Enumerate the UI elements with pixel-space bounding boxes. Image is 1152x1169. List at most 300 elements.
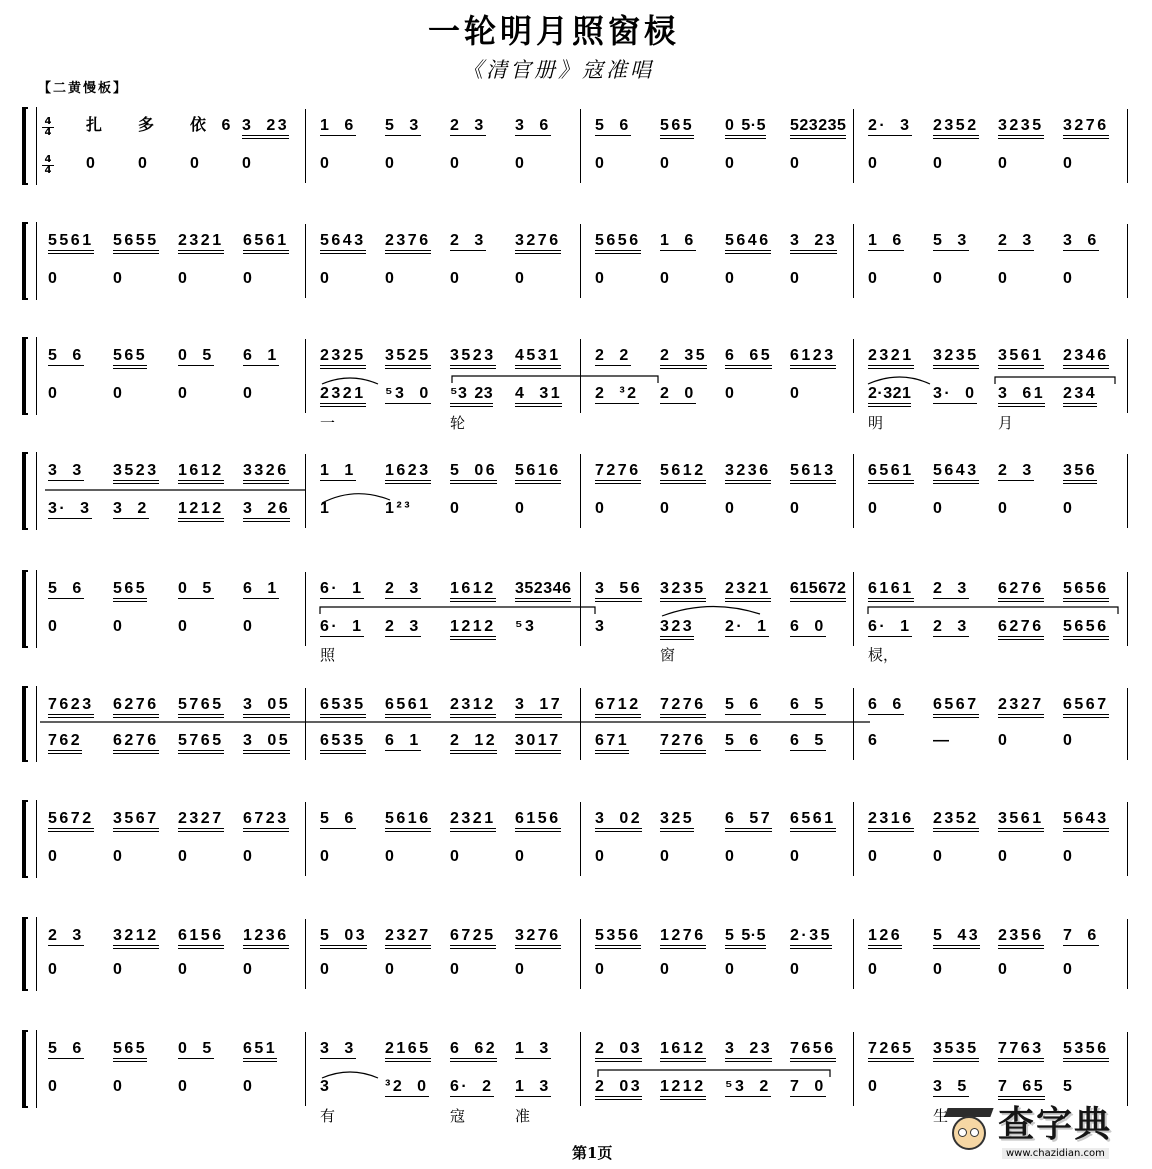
vocal-note-group: 0	[450, 961, 462, 978]
instrument-note-group: 2376	[385, 232, 431, 254]
time-signature-numerator: 4	[42, 155, 54, 166]
lyric: 轮	[450, 414, 466, 432]
staff-bracket	[22, 337, 28, 415]
instrument-note-group: 2 3	[48, 927, 84, 944]
instrument-note-group: 3 3	[320, 1040, 356, 1057]
instrument-note-group: 3525	[385, 347, 431, 369]
vocal-note-group: 0	[320, 155, 332, 172]
vocal-note-group: 6 1	[385, 732, 421, 749]
instrument-note-group: 6567	[933, 696, 979, 718]
vocal-note-group: 0	[790, 961, 802, 978]
vocal-note-group: 0	[243, 618, 255, 635]
vocal-note-group: 0	[868, 848, 880, 865]
vocal-note-group: ³2 0	[385, 1078, 429, 1095]
vocal-note-group: 0	[868, 961, 880, 978]
barline	[305, 688, 306, 760]
vocal-note-group: 0	[450, 848, 462, 865]
vocal-note-group: 0	[113, 848, 125, 865]
instrument-note-group: 6561	[385, 696, 431, 718]
barline	[1127, 1032, 1128, 1106]
vocal-note-group: 0	[933, 270, 945, 287]
barline	[580, 802, 581, 876]
instrument-note-group: 3276	[1063, 117, 1109, 139]
vocal-note-group: 0	[113, 385, 125, 402]
instrument-note-group: 356	[1063, 462, 1097, 484]
instrument-note-group: 3 6	[515, 117, 551, 134]
vocal-note-group: 0	[48, 618, 60, 635]
barline	[853, 688, 854, 760]
instrument-note-group: 3236	[725, 462, 771, 484]
vocal-note-group: 323	[660, 618, 694, 640]
instrument-note-group: 4531	[515, 347, 561, 369]
vocal-note-group: 0	[178, 385, 190, 402]
vocal-note-group: 0	[1063, 155, 1075, 172]
instrument-note-group: 5643	[933, 462, 979, 484]
instrument-note-group: 565	[113, 347, 147, 369]
instrument-note-group: 7 6	[1063, 927, 1099, 944]
vocal-note-group: 0	[48, 848, 60, 865]
slur	[322, 494, 390, 503]
vocal-note-group: 0	[515, 848, 527, 865]
instrument-note-group: 2325	[320, 347, 366, 369]
instrument-note-group: 2321	[450, 810, 496, 832]
barline	[305, 802, 306, 876]
vocal-note-group: 0	[1063, 270, 1075, 287]
vocal-note-group: 0	[790, 500, 802, 517]
instrument-note-group: 565	[113, 580, 147, 602]
instrument-note-group: 1 3	[515, 1040, 551, 1057]
system-start-line	[36, 686, 37, 762]
vocal-note-group: 2· 1	[725, 618, 769, 635]
barline	[1127, 224, 1128, 298]
barline	[853, 224, 854, 298]
vocal-note-group: 3 26	[243, 500, 290, 522]
system-start-line	[36, 107, 37, 185]
vocal-note-group: 0	[385, 848, 397, 865]
barline	[580, 109, 581, 183]
instrument-note-group: 5356	[595, 927, 641, 949]
lyric: 月	[998, 414, 1014, 432]
vocal-note-group: 0	[933, 155, 945, 172]
staff-bracket	[22, 570, 28, 648]
vocal-note-group: 0	[48, 961, 60, 978]
instrument-note-group: 352346	[515, 580, 571, 602]
tempo-marking: 【二黄慢板】	[38, 81, 129, 96]
barline	[1127, 802, 1128, 876]
vocal-note-group: ⁵3 0	[385, 385, 431, 402]
staff-bracket	[22, 917, 28, 991]
time-signature-denominator: 4	[44, 127, 52, 138]
instrument-note-group: 6 6	[868, 696, 904, 713]
lyric: 生	[933, 1107, 949, 1125]
vocal-note-group: 5656	[1063, 618, 1109, 640]
instrument-note-group: 1623	[385, 462, 431, 484]
instrument-note-group: 5612	[660, 462, 706, 484]
vocal-note-group: 0	[242, 155, 254, 172]
vocal-note-group: 6· 2	[450, 1078, 494, 1095]
instrument-note-group: 5672	[48, 810, 94, 832]
instrument-note-group: 5656	[595, 232, 641, 254]
vocal-note-group: 7 65	[998, 1078, 1045, 1100]
barline	[1127, 454, 1128, 528]
vocal-note-group: 0	[725, 385, 737, 402]
staff-bracket	[22, 107, 28, 185]
instrument-note-group: 6276	[113, 696, 159, 718]
instrument-note-group: 2 3	[385, 580, 421, 597]
vocal-note-group: 0	[1063, 848, 1075, 865]
instrument-note-group: 3 02	[595, 810, 642, 832]
vocal-note-group: 0	[450, 270, 462, 287]
barline	[305, 572, 306, 646]
instrument-note-group: 651	[243, 1040, 277, 1062]
instrument-note-group: 6 65	[725, 347, 772, 369]
vocal-note-group: 0	[190, 155, 202, 172]
instrument-note-group: 2312	[450, 696, 496, 718]
vocal-note-group: 3· 3	[48, 500, 92, 517]
instrument-note-group: 5656	[1063, 580, 1109, 602]
instrument-note-group: 1 6	[660, 232, 696, 249]
instrument-note-group: 3 05	[243, 696, 290, 718]
vocal-note-group: 6 5	[790, 732, 826, 749]
barline	[1127, 572, 1128, 646]
instrument-note-group: 5 43	[933, 927, 980, 949]
vocal-note-group: 3017	[515, 732, 561, 754]
instrument-note-group: 6· 1	[320, 580, 364, 597]
system-start-line	[36, 917, 37, 991]
vocal-note-group: 0	[243, 385, 255, 402]
instrument-note-group: 3523	[113, 462, 159, 484]
lyric: 棂，	[868, 646, 899, 664]
vocal-note-group: 0	[595, 961, 607, 978]
instrument-note-group: 565	[660, 117, 694, 139]
barline	[1127, 919, 1128, 989]
instrument-note-group: 6 5	[790, 696, 826, 713]
vocal-note-group: 0	[86, 155, 98, 172]
vocal-note-group: 0	[1063, 500, 1075, 517]
vocal-note-group: 2 12	[450, 732, 497, 754]
instrument-note-group: 3235	[660, 580, 706, 602]
instrument-note-group: 1 6	[320, 117, 356, 134]
instrument-note-group: 5 6	[48, 580, 84, 597]
vocal-note-group: 0	[385, 961, 397, 978]
instrument-note-group: 2 3	[998, 462, 1034, 479]
vocal-note-group: 3 05	[243, 732, 290, 754]
vocal-note-group: 0	[243, 1078, 255, 1095]
vocal-note-group: 0	[660, 848, 672, 865]
instrument-note-group: 6156	[515, 810, 561, 832]
barline	[580, 339, 581, 413]
instrument-note-group: 0 5	[178, 1040, 214, 1057]
instrument-note-group: 6 1	[243, 580, 279, 597]
vocal-note-group: 0	[595, 848, 607, 865]
vocal-note-group: 3 61	[998, 385, 1045, 407]
staff-bracket	[22, 452, 28, 530]
barline	[305, 454, 306, 528]
vocal-note-group: 762	[48, 732, 82, 754]
vocal-note-group: 0	[595, 500, 607, 517]
vocal-note-group: 5	[1063, 1078, 1075, 1095]
vocal-note-group: 0	[113, 618, 125, 635]
instrument-note-group: 6712	[595, 696, 641, 718]
vocal-note-group: 0	[113, 270, 125, 287]
vocal-note-group: 5 6	[725, 732, 761, 749]
vocal-note-group: 3· 0	[933, 385, 977, 402]
vocal-note-group: 1212	[178, 500, 224, 522]
instrument-note-group: 2352	[933, 117, 979, 139]
instrument-note-group: 2346	[1063, 347, 1109, 369]
vocal-note-group: 2 0	[660, 385, 696, 402]
instrument-note-group: 2 3	[998, 232, 1034, 249]
watermark-text: 查字典	[998, 1104, 1113, 1145]
vocal-note-group: 0	[660, 500, 672, 517]
vocal-note-group: 0	[48, 270, 60, 287]
instrument-note-group: 2321	[178, 232, 224, 254]
instrument-note-group: 2· 3	[868, 117, 912, 134]
vocal-note-group: 0	[595, 270, 607, 287]
barline	[580, 224, 581, 298]
instrument-note-group: 6561	[243, 232, 289, 254]
vocal-note-group: 5765	[178, 732, 224, 754]
instrument-note-group: 5 03	[320, 927, 367, 949]
instrument-note-group: 2316	[868, 810, 914, 832]
vocal-note-group: ⁵3 2	[725, 1078, 771, 1095]
vocal-note-group: 0	[138, 155, 150, 172]
system-start-line	[36, 1030, 37, 1108]
instrument-note-group: 3212	[113, 927, 159, 949]
vocal-note-group: —	[933, 732, 952, 749]
slur	[662, 606, 760, 616]
instrument-note-group: 6 57	[725, 810, 772, 832]
instrument-note-group: 7276	[595, 462, 641, 484]
instrument-note-group: 5616	[515, 462, 561, 484]
page-title: 一轮明月照窗棂	[428, 12, 681, 50]
instrument-note-group: 1 6	[868, 232, 904, 249]
instrument-note-group: 依 6	[190, 117, 233, 134]
instrument-note-group: 6725	[450, 927, 496, 949]
barline	[305, 109, 306, 183]
vocal-note-group: 3 2	[113, 500, 149, 517]
vocal-note-group: 2·321	[868, 385, 911, 407]
system-start-line	[36, 800, 37, 878]
instrument-note-group: 3 23	[790, 232, 837, 254]
instrument-note-group: 3561	[998, 347, 1044, 369]
lyric: 准	[515, 1107, 531, 1125]
vocal-note-group: 0	[868, 500, 880, 517]
vocal-note-group: 0	[178, 848, 190, 865]
barline	[305, 1032, 306, 1106]
vocal-note-group: 7276	[660, 732, 706, 754]
vocal-note-group: 0	[1063, 961, 1075, 978]
instrument-note-group: 3523	[450, 347, 496, 369]
vocal-note-group: 0	[868, 1078, 880, 1095]
instrument-note-group: 1276	[660, 927, 706, 949]
vocal-note-group: 0	[998, 961, 1010, 978]
barline	[305, 224, 306, 298]
time-signature-numerator: 4	[42, 117, 54, 128]
vocal-note-group: 6· 1	[320, 618, 364, 635]
instrument-note-group: 3567	[113, 810, 159, 832]
instrument-note-group: 5356	[1063, 1040, 1109, 1062]
vocal-note-group: 0	[320, 270, 332, 287]
instrument-note-group: 615672	[790, 580, 846, 602]
vocal-note-group: 0	[998, 270, 1010, 287]
instrument-note-group: 5 3	[933, 232, 969, 249]
instrument-note-group: 5613	[790, 462, 836, 484]
instrument-note-group: 7623	[48, 696, 94, 718]
time-signature-denominator: 4	[44, 165, 52, 176]
vocal-note-group: 0	[243, 848, 255, 865]
instrument-note-group: 126	[868, 927, 902, 949]
watermark-logo	[944, 1094, 1144, 1166]
instrument-note-group: 2321	[868, 347, 914, 369]
instrument-note-group: 3276	[515, 927, 561, 949]
vocal-note-group: 2 03	[595, 1078, 642, 1100]
page-subtitle: 《清官册》寇准唱	[462, 58, 654, 82]
instrument-note-group: 2165	[385, 1040, 431, 1062]
tie-line	[868, 607, 1118, 614]
instrument-note-group: 2 2	[595, 347, 631, 364]
instrument-note-group: 5 5·5	[725, 927, 766, 949]
vocal-note-group: 6 0	[790, 618, 826, 635]
vocal-note-group: 0	[660, 270, 672, 287]
instrument-note-group: 2 3	[450, 117, 486, 134]
staff-bracket	[22, 1030, 28, 1108]
vocal-note-group: 0	[178, 618, 190, 635]
vocal-note-group: 6· 1	[868, 618, 912, 635]
instrument-note-group: 3235	[998, 117, 1044, 139]
slur	[868, 377, 930, 384]
barline	[1127, 339, 1128, 413]
vocal-note-group: 0	[998, 155, 1010, 172]
barline	[853, 919, 854, 989]
instrument-note-group: 5616	[385, 810, 431, 832]
instrument-note-group: 2 35	[660, 347, 707, 369]
instrument-note-group: 2327	[385, 927, 431, 949]
vocal-note-group: 2 ³2	[595, 385, 639, 402]
instrument-note-group: 3561	[998, 810, 1044, 832]
instrument-note-group: 5 6	[48, 1040, 84, 1057]
instrument-note-group: 2321	[725, 580, 771, 602]
instrument-note-group: 3 56	[595, 580, 642, 602]
barline	[853, 339, 854, 413]
vocal-note-group: 0	[790, 155, 802, 172]
instrument-note-group: 扎	[86, 117, 105, 134]
instrument-note-group: 5561	[48, 232, 94, 254]
vocal-note-group: 6	[868, 732, 880, 749]
vocal-note-group: 0	[243, 961, 255, 978]
vocal-note-group: 1212	[660, 1078, 706, 1100]
lyric: 明	[868, 414, 884, 432]
vocal-note-group: 7 0	[790, 1078, 826, 1095]
instrument-note-group: 3235	[933, 347, 979, 369]
watermark-url: www.chazidian.com	[1002, 1148, 1109, 1159]
instrument-note-group: 3276	[515, 232, 561, 254]
lyric: 照	[320, 646, 336, 664]
instrument-note-group: 3 3	[48, 462, 84, 479]
staff-bracket	[22, 800, 28, 878]
vocal-note-group: 0	[725, 500, 737, 517]
vocal-note-group: ⁵3	[515, 618, 537, 635]
instrument-note-group: 5 3	[385, 117, 421, 134]
lyric: 窗	[660, 646, 676, 664]
instrument-note-group: 5 6	[48, 347, 84, 364]
barline	[853, 1032, 854, 1106]
tie-line	[995, 377, 1115, 384]
barline	[580, 454, 581, 528]
instrument-note-group: 多	[138, 117, 157, 134]
vocal-note-group: 0	[998, 500, 1010, 517]
vocal-note-group: 234	[1063, 385, 1097, 407]
instrument-note-group: 2352	[933, 810, 979, 832]
instrument-note-group: 1 1	[320, 462, 356, 479]
instrument-note-group: 2327	[998, 696, 1044, 718]
barline	[580, 919, 581, 989]
instrument-note-group: 6561	[790, 810, 836, 832]
instrument-note-group: 5643	[1063, 810, 1109, 832]
vocal-note-group: 0	[48, 1078, 60, 1095]
vocal-note-group: 0	[660, 155, 672, 172]
lyric: 一	[320, 414, 336, 432]
vocal-note-group: 0	[1063, 732, 1075, 749]
instrument-note-group: 0 5·5	[725, 117, 766, 139]
vocal-note-group: 0	[790, 848, 802, 865]
vocal-note-group: 2 3	[933, 618, 969, 635]
tie-line	[320, 607, 595, 614]
instrument-note-group: 3 23	[725, 1040, 772, 1062]
vocal-note-group: 0	[515, 155, 527, 172]
instrument-note-group: 6276	[998, 580, 1044, 602]
instrument-note-group: 5 6	[320, 810, 356, 827]
vocal-note-group: 0	[725, 270, 737, 287]
instrument-note-group: 565	[113, 1040, 147, 1062]
instrument-note-group: 6156	[178, 927, 224, 949]
vocal-note-group: 0	[998, 848, 1010, 865]
vocal-note-group: 0	[933, 848, 945, 865]
vocal-note-group: 0	[385, 155, 397, 172]
system-start-line	[36, 337, 37, 415]
vocal-note-group: 1²³	[385, 500, 413, 517]
vocal-note-group: 3	[320, 1078, 332, 1095]
instrument-note-group: 6161	[868, 580, 914, 602]
instrument-note-group: 6567	[1063, 696, 1109, 718]
vocal-note-group: 0	[178, 270, 190, 287]
instrument-note-group: 2 3	[933, 580, 969, 597]
instrument-note-group: 3 23	[242, 117, 289, 139]
barline	[580, 688, 581, 760]
lyric: 有	[320, 1107, 336, 1125]
vocal-note-group: 0	[515, 500, 527, 517]
instrument-note-group: 3 6	[1063, 232, 1099, 249]
system-start-line	[36, 570, 37, 648]
instrument-note-group: 5 6	[595, 117, 631, 134]
barline	[580, 572, 581, 646]
instrument-note-group: 5 06	[450, 462, 497, 484]
instrument-note-group: 7763	[998, 1040, 1044, 1062]
vocal-note-group: 0	[450, 500, 462, 517]
vocal-note-group: 0	[320, 961, 332, 978]
instrument-note-group: 325	[660, 810, 694, 832]
vocal-note-group: 0	[933, 500, 945, 517]
lyric: 寇	[450, 1107, 466, 1125]
vocal-note-group: 0	[48, 385, 60, 402]
instrument-note-group: 2327	[178, 810, 224, 832]
staff-bracket	[22, 222, 28, 300]
vocal-note-group: 0	[320, 848, 332, 865]
instrument-note-group: 6561	[868, 462, 914, 484]
barline	[580, 1032, 581, 1106]
vocal-note-group: 0	[178, 1078, 190, 1095]
instrument-note-group: 2 03	[595, 1040, 642, 1062]
